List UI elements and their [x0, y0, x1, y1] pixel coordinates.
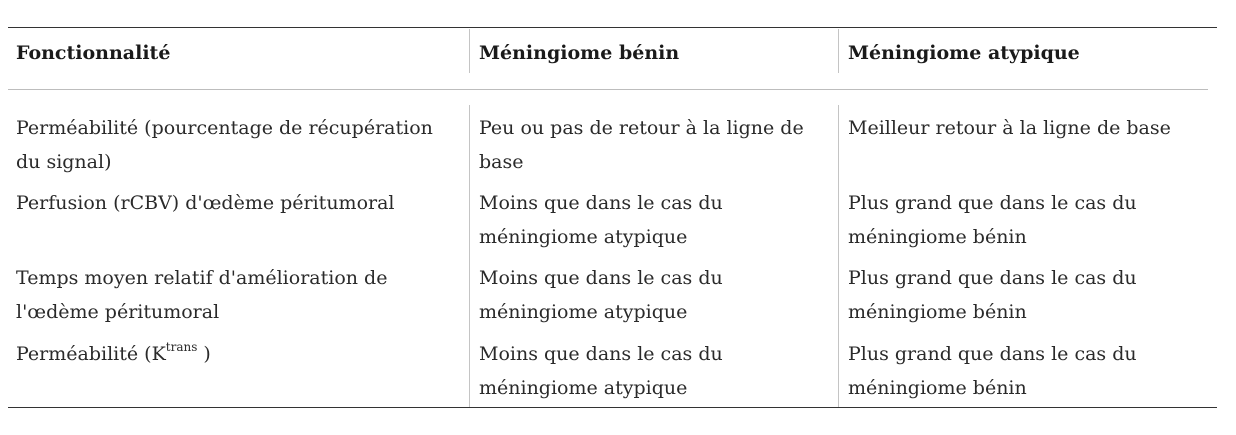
feature-text: Perméabilité (K: [16, 343, 166, 365]
header-feature: Fonctionnalité: [16, 42, 171, 64]
table-cell-feature: Perfusion (rCBV) d'œdème péritumoral: [16, 192, 395, 214]
table-top-rule: [8, 27, 1217, 28]
comparison-table: [8, 27, 1217, 409]
table-cell-atypical: Plus grand que dans le cas du méningiome bénin: [848, 343, 1137, 399]
table-cell-benign: Moins que dans le cas du méningiome atypique: [479, 192, 723, 248]
feature-suffix: ): [197, 343, 211, 365]
column-divider: [838, 105, 839, 407]
column-divider: [469, 29, 470, 73]
table-cell-atypical: Plus grand que dans le cas du méningiome bénin: [848, 267, 1137, 323]
column-divider: [838, 29, 839, 73]
table-cell-atypical: Plus grand que dans le cas du méningiome bénin: [848, 192, 1137, 248]
table-cell-feature: Temps moyen relatif d'amélioration de l'œdème péritumoral: [16, 267, 388, 323]
table-cell-feature: Perméabilité (pourcentage de récupération du signal): [16, 117, 433, 173]
table-cell-benign: Peu ou pas de retour à la ligne de base: [479, 117, 804, 173]
header-separator: [8, 89, 1208, 90]
table-cell-feature: [16, 337, 456, 371]
header-atypical: Méningiome atypique: [848, 42, 1080, 64]
table-cell-atypical: Meilleur retour à la ligne de base: [848, 117, 1171, 139]
table-cell-benign: Moins que dans le cas du méningiome atypique: [479, 267, 723, 323]
column-divider: [469, 105, 470, 407]
header-benign: Méningiome bénin: [479, 42, 680, 64]
table-cell-benign: Moins que dans le cas du méningiome atypique: [479, 343, 723, 399]
table-bottom-rule: [8, 407, 1217, 408]
superscript-trans: trans: [165, 340, 198, 354]
